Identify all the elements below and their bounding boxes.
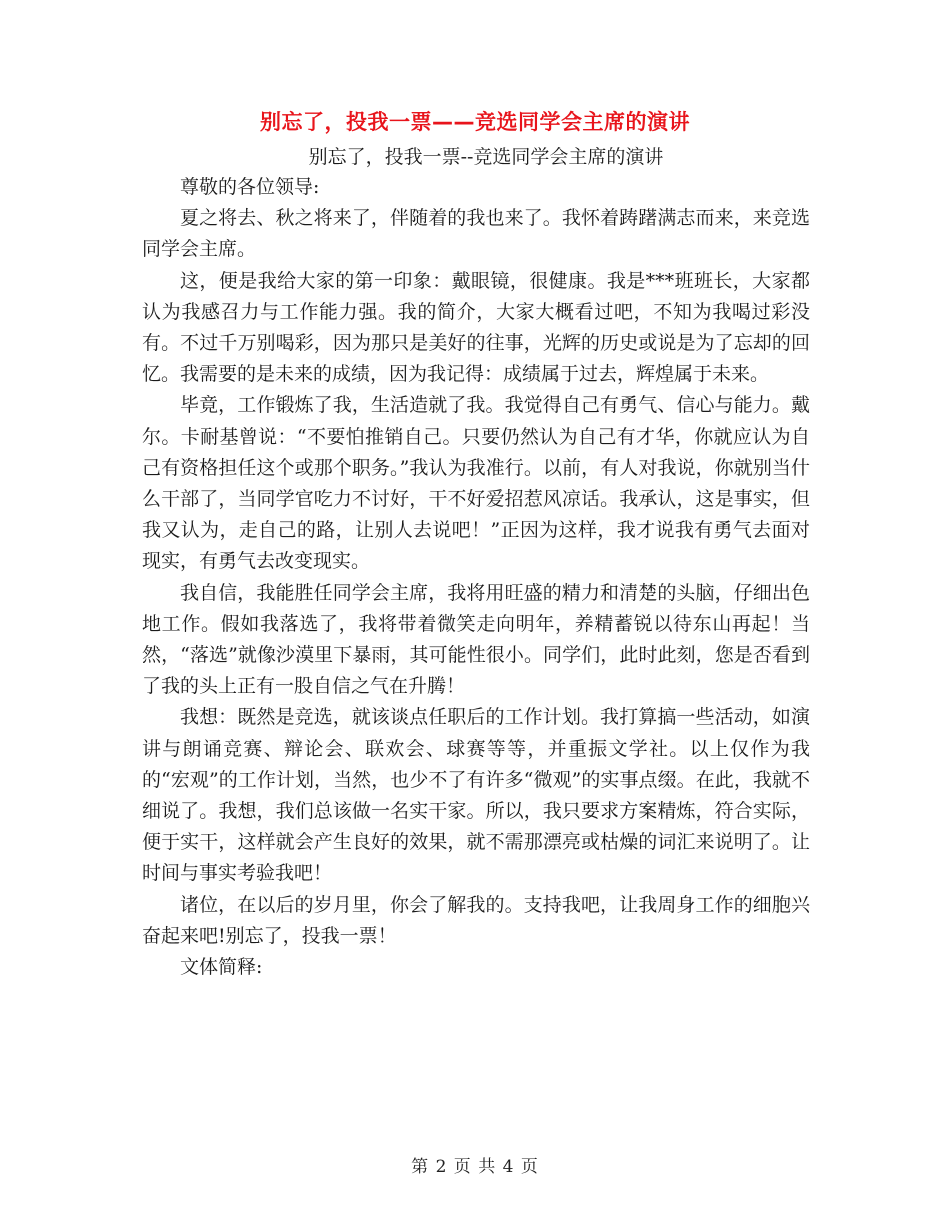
paragraph-5: 我想：既然是竞选，就该谈点任职后的工作计划。我打算搞一些活动，如演讲与朗诵竞赛、辩论会、联欢会、球赛等等，并重振文学社。以上仅作为我的“宏观”的工作计划，当然，也少不了有许多“微观”的实事点缀。在此，我就不细说了。我想，我们总该做一名实干家。所以，我只要求方案精炼，符合实际，便于实干，这样就会产生良好的效果，就不需那漂亮或枯燥的词汇来说明了。让时间与事实考验我吧！ xyxy=(142,706,810,885)
paragraph-4: 我自信，我能胜任同学会主席，我将用旺盛的精力和清楚的头脑，仔细出色地工作。假如我落选了，我将带着微笑走向明年，养精蓄锐以待东山再起！当然，“落选”就像沙漠里下暴雨，其可能性很小。同学们，此时此刻，您是否看到了我的头上正有一股自信之气在升腾！ xyxy=(142,581,810,698)
paragraph-7: 文体简释: xyxy=(180,956,263,979)
paragraph-3: 毕竟，工作锻炼了我，生活造就了我。我觉得自己有勇气、信心与能力。戴尔。卡耐基曾说：“不要怕推销自己。只要仍然认为自己有才华，你就应认为自己有资格担任这个或那个职务。”我认为我准行。以前，有人对我说，你就别当什么干部了，当同学官吃力不讨好，干不好爱招惹风凉话。我承认，这是事实，但我又认为，走自己的路，让别人去说吧！”正因为这样，我才说我有勇气去面对现实，有勇气去改变现实。 xyxy=(142,394,810,573)
paragraph-1: 夏之将去、秋之将来了，伴随着的我也来了。我怀着踌躇满志而来，来竞选同学会主席。 xyxy=(142,207,810,261)
paragraph-salutation: 尊敬的各位领导: xyxy=(180,176,320,198)
paragraph-2: 这，便是我给大家的第一印象：戴眼镜，很健康。我是***班班长，大家都认为我感召力与工作能力强。我的简介，大家大概看过吧，不知为我喝过彩没有。不过千万别喝彩，因为那只是美好的往事，光辉的历史或说是为了忘却的回忆。我需要的是未来的成绩，因为我记得：成绩属于过去，辉煌属于未来。 xyxy=(142,269,810,386)
document-title: 别忘了，投我一票——竞选同学会主席的演讲 xyxy=(260,110,690,134)
document-body xyxy=(142,142,810,983)
document-subtitle: 别忘了，投我一票--竞选同学会主席的演讲 xyxy=(308,146,664,168)
paragraph-6: 诸位，在以后的岁月里，你会了解我的。支持我吧，让我周身工作的细胞兴奋起来吧!别忘了，投我一票！ xyxy=(142,893,810,947)
page-number-footer: 第 2 页 共 4 页 xyxy=(411,1157,539,1177)
